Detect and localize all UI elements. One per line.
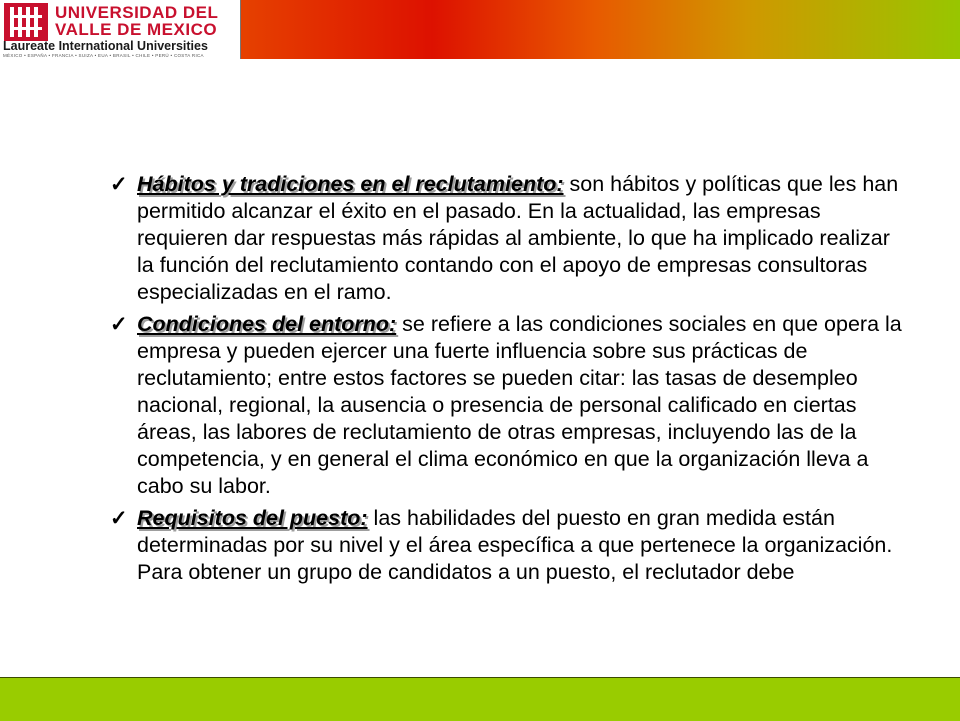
bullet-item	[110, 311, 910, 500]
countries-list: MÉXICO • ESPAÑA • FRANCIA • SUIZA • EUA • BRASIL • CHILE • PERÚ • COSTA RICA	[3, 53, 204, 58]
bullet-item	[110, 171, 910, 306]
network-name: Laureate International Universities	[3, 39, 208, 53]
university-logo	[0, 0, 241, 59]
slide-content	[110, 171, 910, 591]
checkmark-icon: ✓	[110, 173, 128, 196]
bullet-term: Requisitos del puesto:	[137, 506, 368, 530]
bullet-term: Condiciones del entorno:	[137, 312, 397, 336]
checkmark-icon: ✓	[110, 507, 128, 530]
bullet-term: Hábitos y tradiciones en el reclutamiento:	[137, 172, 564, 196]
bullet-text: las habilidades del puesto en gran medida están determinadas por su nivel y el área específica a que pertenece la organización. Para obtener un grupo de candidatos a un puesto, el reclutador debe	[137, 506, 893, 584]
university-name-line2: VALLE DE MEXICO	[55, 20, 218, 39]
header-bar	[0, 0, 960, 59]
university-name-line1: UNIVERSIDAD DEL	[55, 3, 219, 22]
footer-bar	[0, 677, 960, 721]
bullet-text: son hábitos y políticas que les han permitido alcanzar el éxito en el pasado. En la actualidad, las empresas requieren dar respuestas más rápidas al ambiente, lo que ha implicado realizar la función del reclutamiento contando con el apoyo de empresas consultoras especializadas en el ramo.	[137, 172, 899, 304]
bullet-item	[110, 505, 910, 586]
seal-icon	[4, 3, 48, 41]
checkmark-icon: ✓	[110, 313, 128, 336]
bullet-text: se refiere a las condiciones sociales en que opera la empresa y pueden ejercer una fuerte influencia sobre sus prácticas de reclutamiento; entre estos factores se pueden citar: las tasas de desempleo nacional, regional, la ausencia o presencia de personal calificado en ciertas áreas, las labores de reclutamiento de otras empresas, incluyendo las de la competencia, y en general el clima económico en que la organización lleva a cabo su labor.	[137, 312, 902, 498]
